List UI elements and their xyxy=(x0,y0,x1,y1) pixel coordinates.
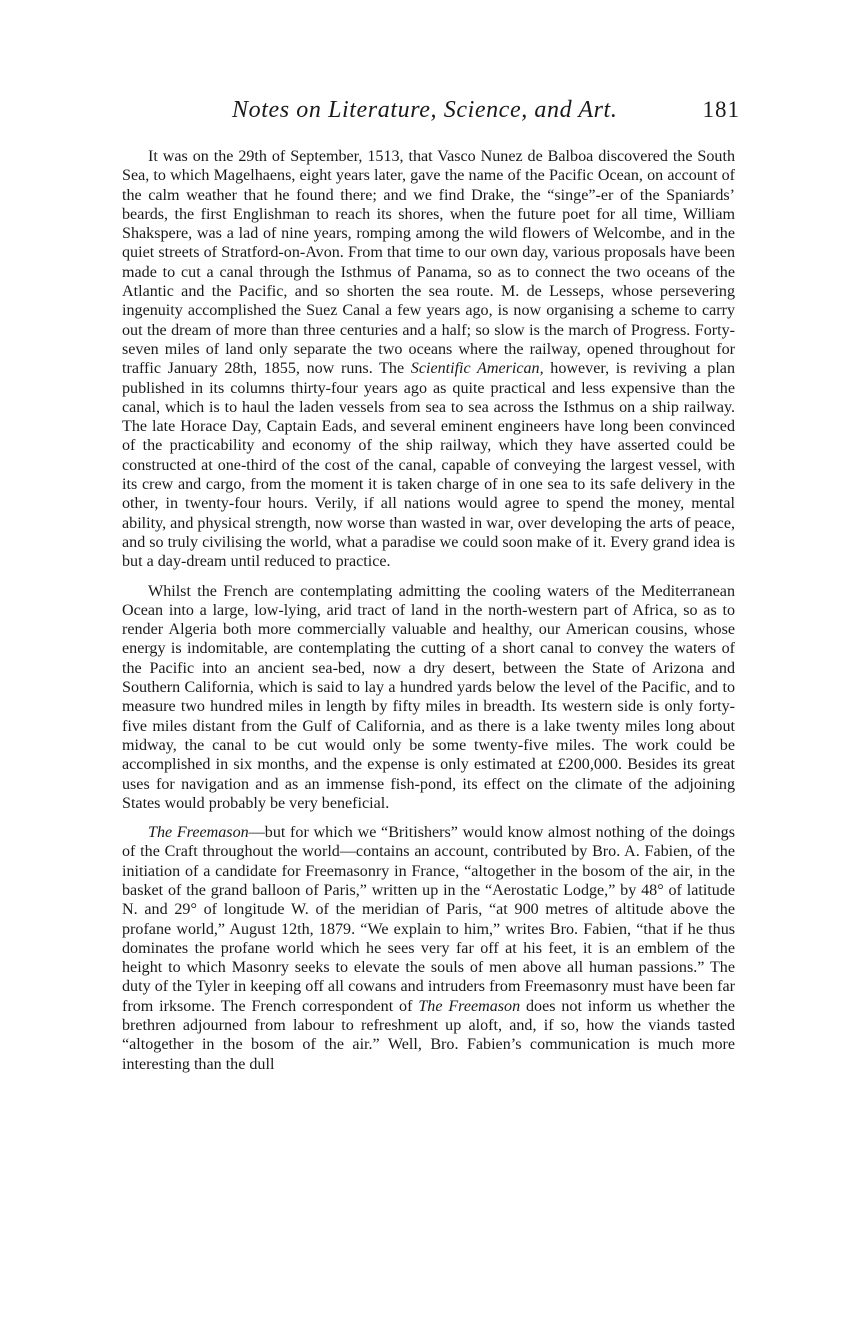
paragraph-text: does not inform us whether the brethren adjourned from labour to refreshment up aloft, and, if so, how the viands tasted “altogether in the bosom of the air.” Well, Bro. Fabien’s communication is much more interesting than the dull xyxy=(122,997,735,1073)
paragraph-freemason xyxy=(122,823,735,1074)
paragraph-text: however, is reviving a plan published in its columns thirty-four years ago as quite practical and less expensive than the canal, which is to haul the laden vessels from sea to sea across the Isthmus on a ship railway. The late Horace Day, Captain Eads, and several eminent engineers have long been convinced of the practicability and economy of the ship railway, which they have asserted could be constructed at one-third of the cost of the canal, capable of conveying the largest vessel, with its crew and cargo, from the moment it is taken charge of in one sea to its safe delivery in the other, in twenty-four hours. Verily, if all nations would agree to spend the money, mental ability, and physical strength, now worse than wasted in war, over developing the arts of peace, and so truly civilising the world, what a paradise we could soon make of it. Every grand idea is but a day-dream until reduced to practice. xyxy=(122,360,735,571)
running-title: Notes on Literature, Science, and Art. xyxy=(232,97,618,123)
paragraph-text: It was on the 29th of September, 1513, that Vasco Nunez de Balboa discovered the South Sea, to which Magelhaens, eight years later, gave the name of the Pacific Ocean, on account of the calm weather that he found there; and we find Drake, the “singe”-er of the Spaniards’ beards, the first Englishman to reach its shores, when the future poet for all time, William Shakspere, was a lad of nine years, romping among the wild flowers of Welcombe, and in the quiet streets of Stratford-on-Avon. From that time to our own day, various proposals have been made to cut a canal through the Isthmus of Panama, so as to connect the two oceans of the Atlantic and the Pacific, and so shorten the sea route. M. de Lesseps, whose persevering ingenuity accomplished the Suez Canal a few years ago, is now organising a scheme to carry out the dream of more than three centuries and a half; so slow is the march of Progress. Forty-seven miles of land only separate the two oceans where the railway, opened throughout for traffic January 28th, 1855, now runs. The xyxy=(122,148,735,378)
paragraph-text: —but for which we “Britishers” would know almost nothing of the doings of the Craft throughout the world—contains an account, contributed by Bro. A. Fabien, of the initiation of a candidate for Freemasonry in France, “altogether in the bosom of the air, in the basket of the grand balloon of Paris,” written up in the “Aerostatic Lodge,” by 48° of latitude N. and 29° of longitude W. of the meridian of Paris, “at 900 metres of altitude above the profane world,” August 12th, 1879. “We explain to him,” writes Bro. Fabien, “that if he thus dominates the profane world which he sees very far off at his feet, it is an emblem of the height to which Masonry seeks to elevate the souls of men above all human passions.” The duty of the Tyler in keeping off all cowans and intruders from Freemasonry must have been far from irksome. The French correspondent of xyxy=(122,824,735,1015)
publication-title: The Freemason xyxy=(418,997,521,1015)
paragraph-panama-canal xyxy=(122,147,735,572)
publication-title: The Freemason xyxy=(148,824,249,842)
paragraph-arizona-canal xyxy=(122,582,735,814)
publication-title: Scientific American, xyxy=(410,360,544,378)
article-body xyxy=(122,147,735,1084)
page-number: 181 xyxy=(702,97,740,122)
paragraph-text: Whilst the French are contemplating admitting the cooling waters of the Mediterranean Ocean into a large, low-lying, arid tract of land in the north-western part of Africa, so as to render Algeria both more commercially valuable and healthy, our American cousins, whose energy is indomitable, are contemplating the cutting of a short canal to convey the waters of the Pacific into an ancient sea-bed, now a dry desert, between the State of Arizona and Southern California, which is said to lay a hundred yards below the level of the Pacific, and to measure two hundred miles in length by fifty miles in breadth. Its western side is only forty-five miles distant from the Gulf of California, and as there is a lake twenty miles long about midway, the canal to be cut would only be some twenty-five miles. The work could be accomplished in six months, and the expense is only estimated at £200,000. Besides its great uses for navigation and as an immense fish-pond, its effect on the climate of the adjoining States would probably be very beneficial. xyxy=(122,582,735,812)
running-head xyxy=(110,97,740,131)
